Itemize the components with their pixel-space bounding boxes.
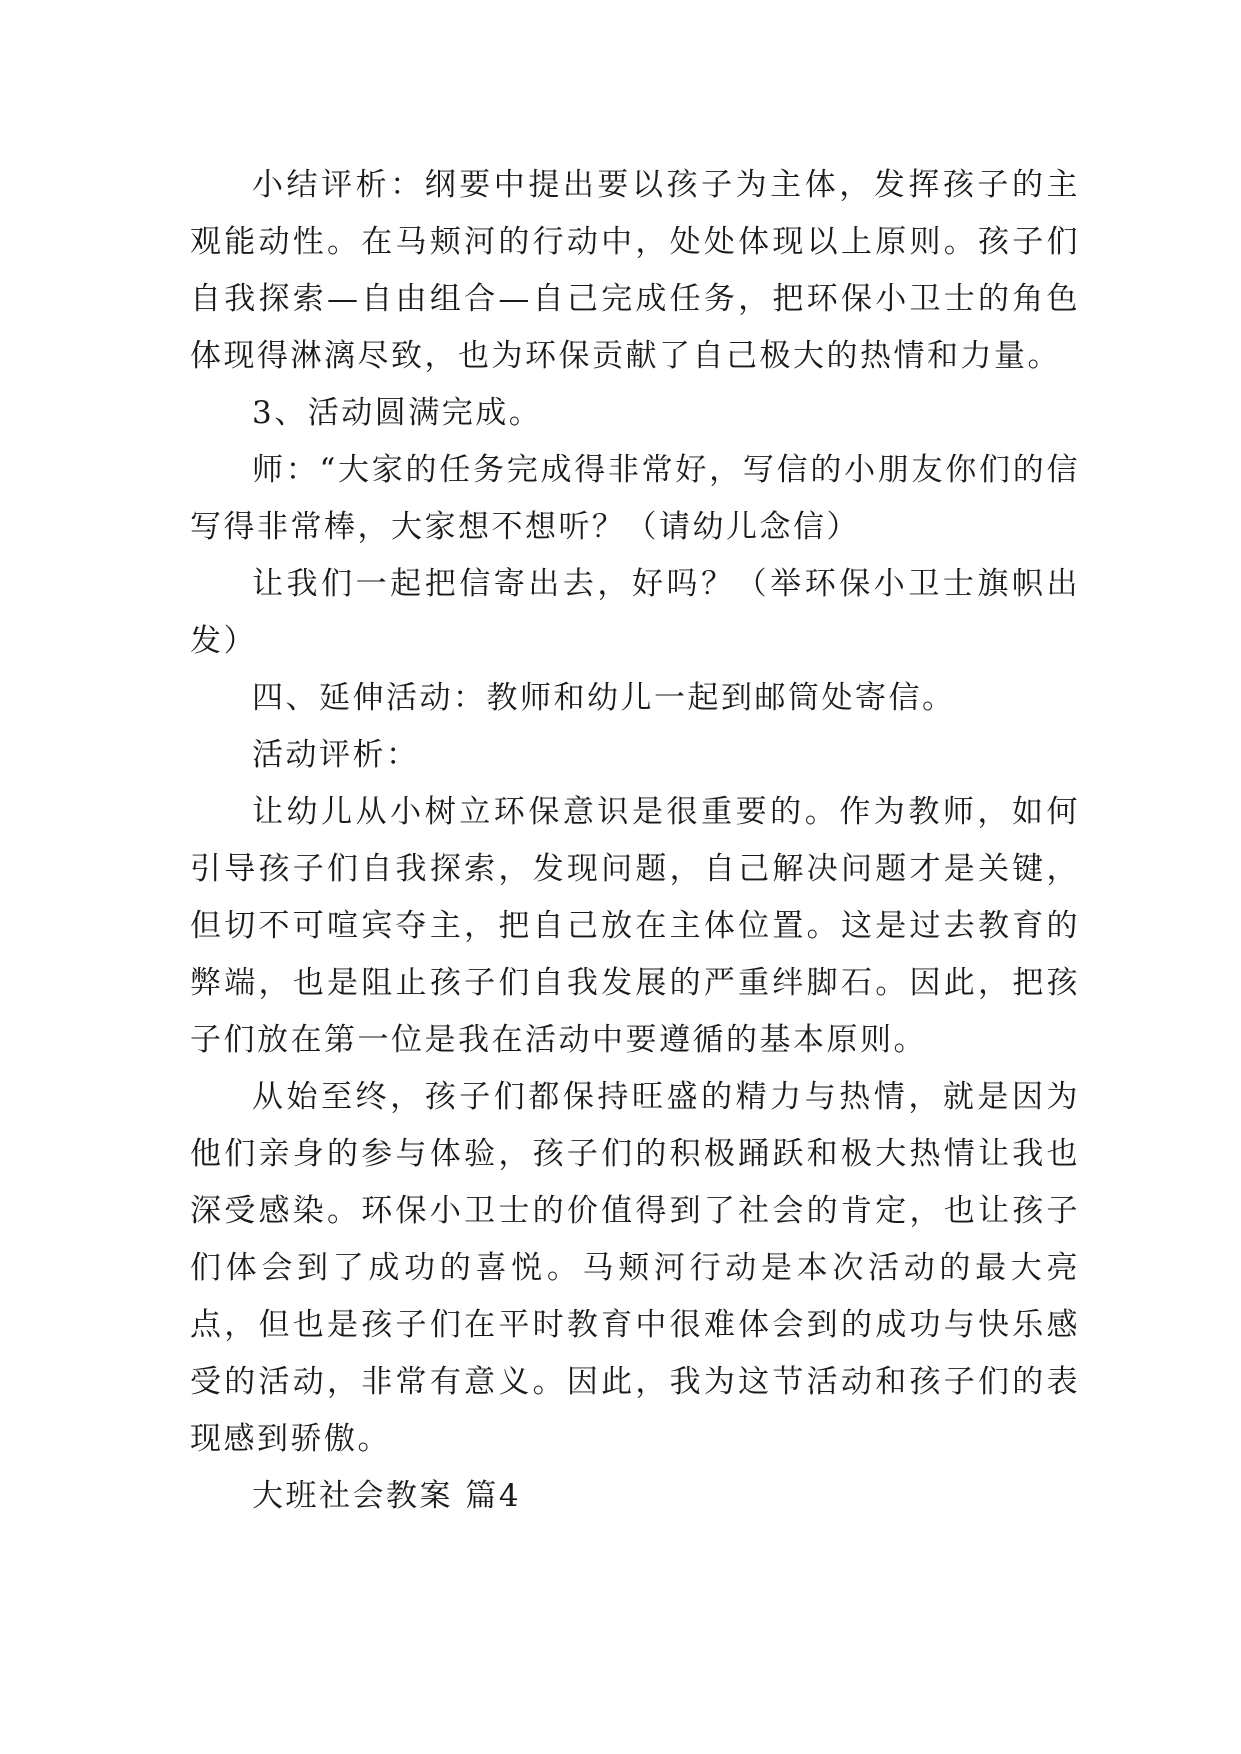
paragraph-analysis-body-1: 让幼儿从小树立环保意识是很重要的。作为教师，如何引导孩子们自我探索，发现问题，自己解决问题才是关键，但切不可喧宾夺主，把自己放在主体位置。这是过去教育的弊端，也是阻止孩子们自我发展的严重绊脚石。因此，把孩子们放在第一位是我在活动中要遵循的基本原则。 bbox=[190, 794, 1080, 1058]
paragraph-extension-activity: 四、延伸活动：教师和幼儿一起到邮筒处寄信。 bbox=[252, 680, 956, 716]
paragraph-summary-analysis: 小结评析：纲要中提出要以孩子为主体，发挥孩子的主观能动性。在马颊河的行动中，处处体现以上原则。孩子们自我探索—自由组合—自己完成任务，把环保小卫士的角色体现得淋漓尽致，也为环保贡献了自己极大的热情和力量。 bbox=[190, 167, 1080, 374]
paragraph-activity-complete: 3、活动圆满完成。 bbox=[252, 395, 543, 431]
section-heading-lesson-4: 大班社会教案 篇4 bbox=[252, 1478, 522, 1514]
paragraph-send-letter: 让我们一起把信寄出去，好吗？（举环保小卫士旗帜出发） bbox=[190, 566, 1080, 659]
paragraph-activity-analysis-heading: 活动评析： bbox=[252, 737, 420, 773]
document-body bbox=[190, 157, 1080, 1525]
paragraph-analysis-body-2: 从始至终，孩子们都保持旺盛的精力与热情，就是因为他们亲身的参与体验，孩子们的积极踊跃和极大热情让我也深受感染。环保小卫士的价值得到了社会的肯定，也让孩子们体会到了成功的喜悦。马颊河行动是本次活动的最大亮点，但也是孩子们在平时教育中很难体会到的成功与快乐感受的活动，非常有意义。因此，我为这节活动和孩子们的表现感到骄傲。 bbox=[190, 1079, 1080, 1457]
paragraph-teacher-speech: 师：“大家的任务完成得非常好，写信的小朋友你们的信写得非常棒，大家想不想听？（请幼儿念信） bbox=[190, 452, 1080, 545]
